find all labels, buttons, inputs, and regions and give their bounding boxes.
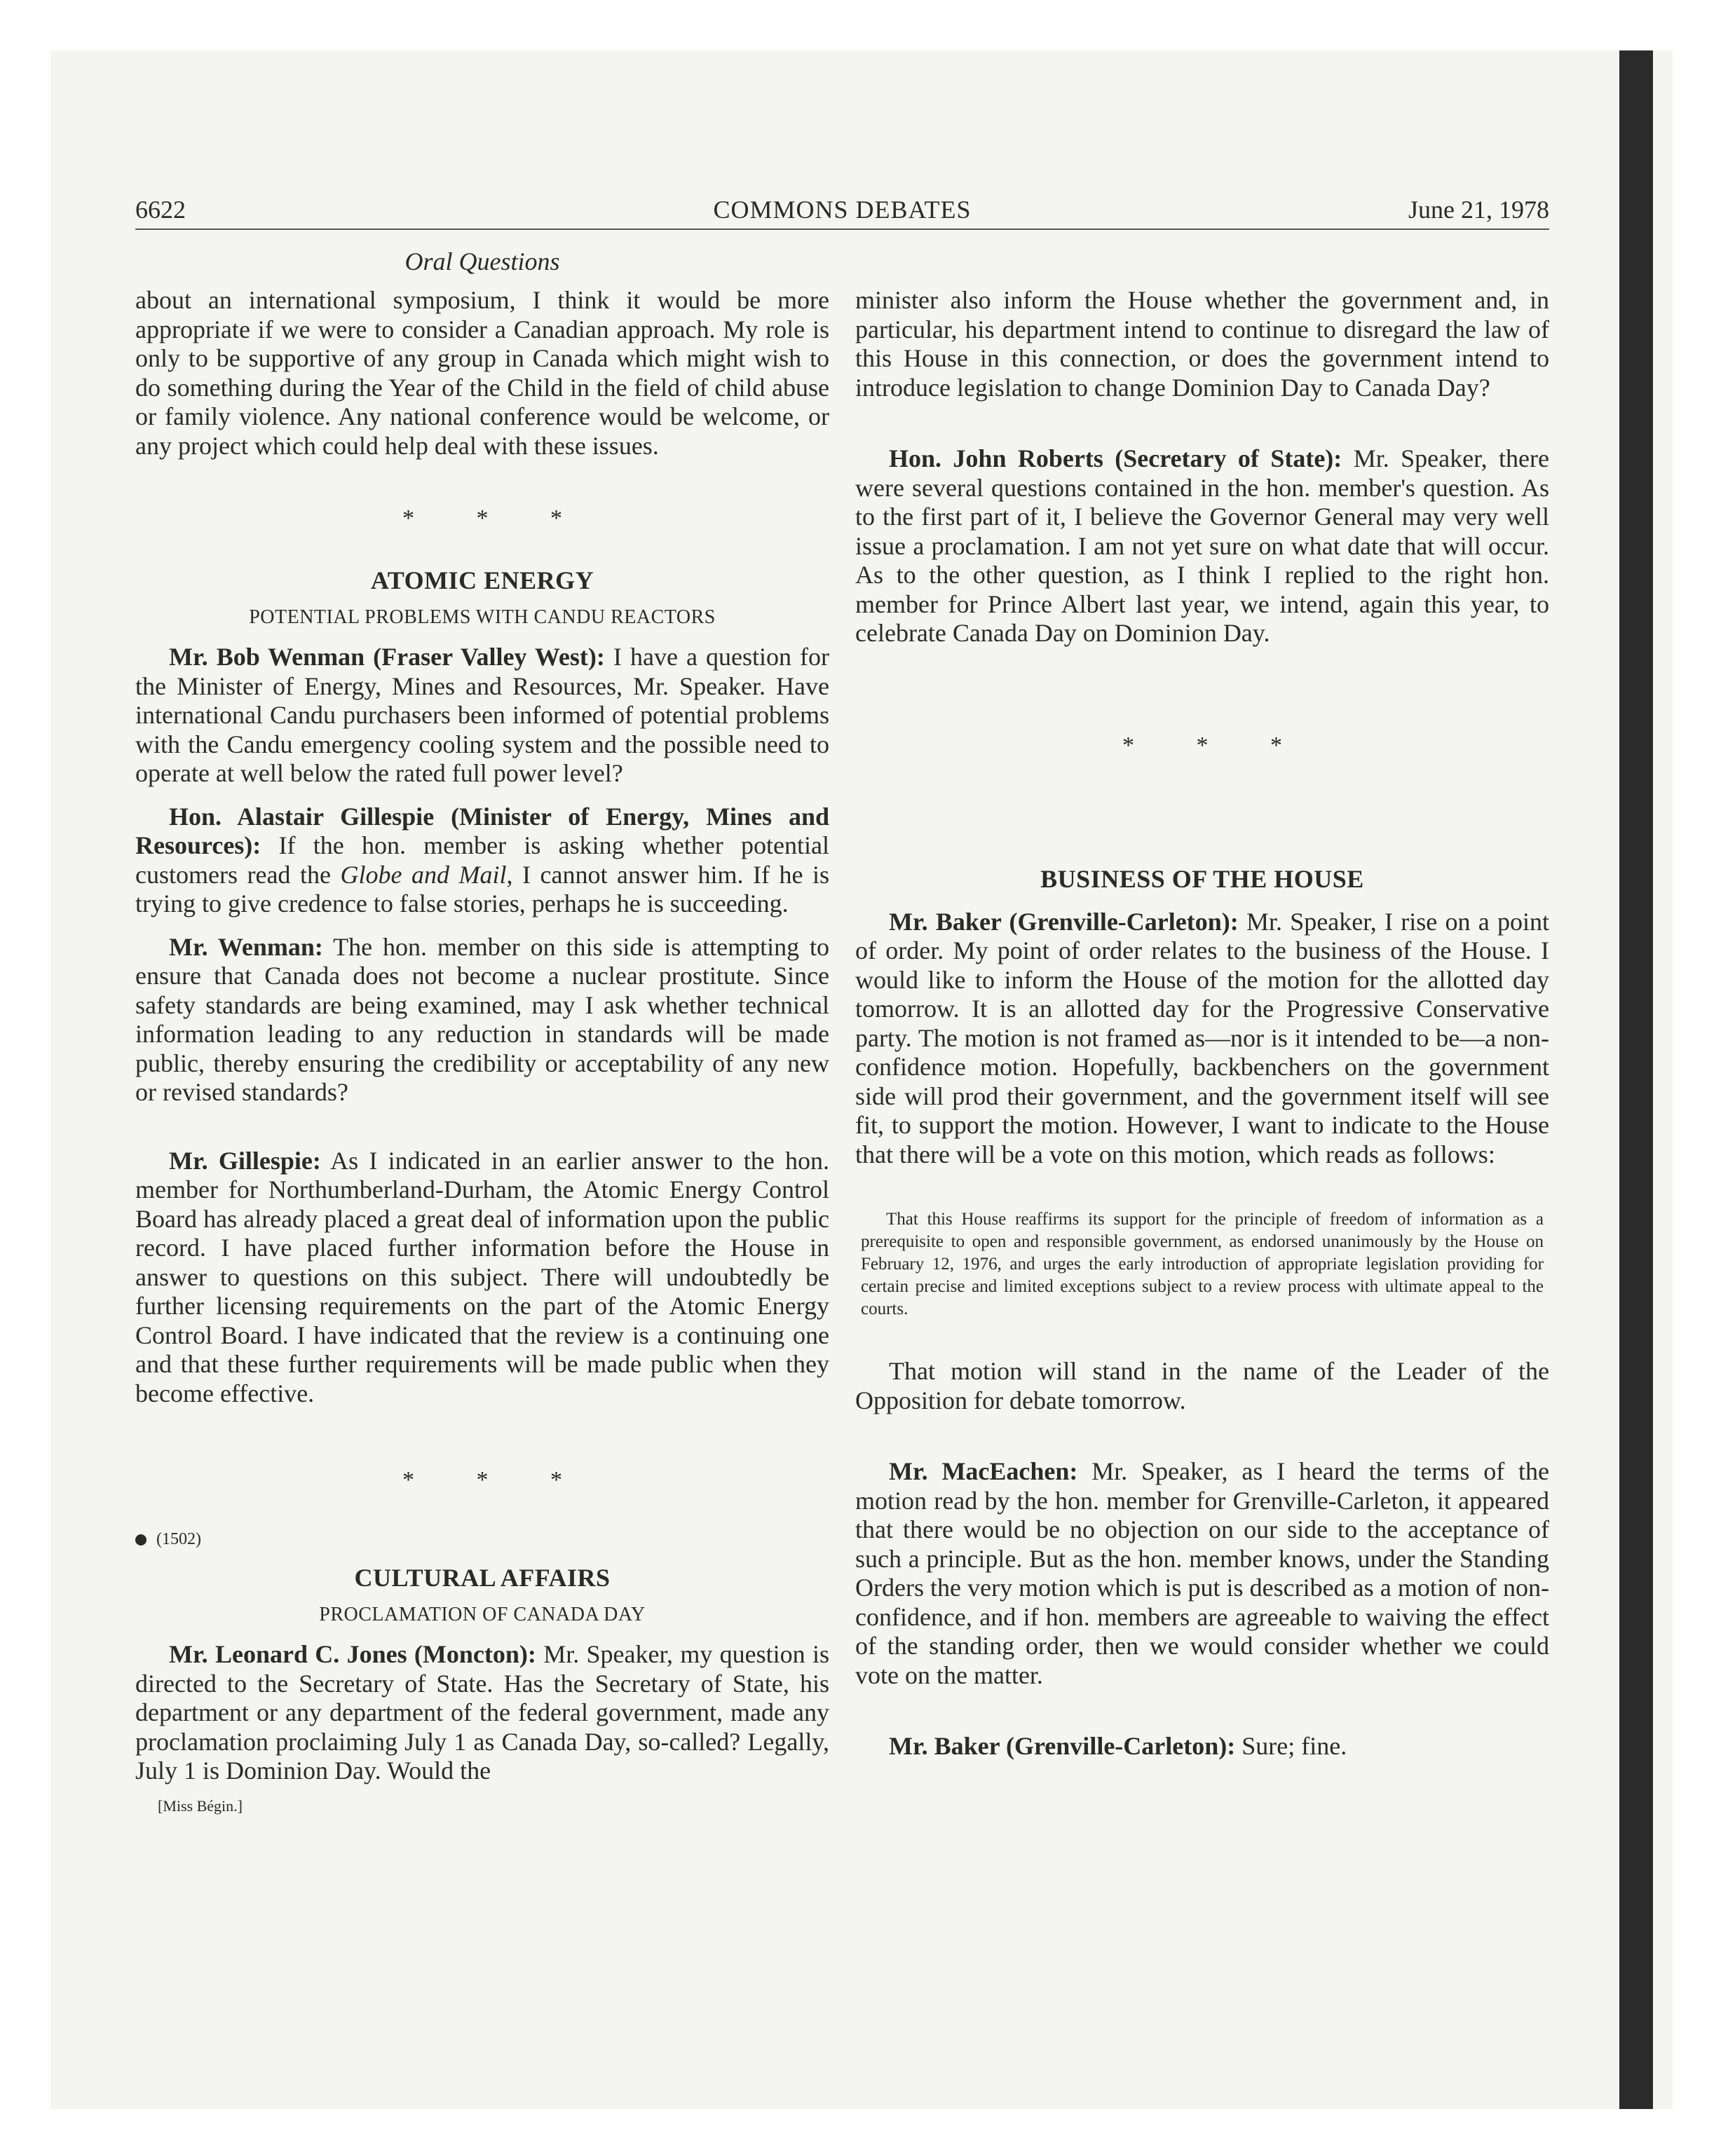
speaker-name: Mr. MacEachen:: [889, 1457, 1078, 1485]
timestamp: (1502): [156, 1530, 201, 1548]
subsection-heading: POTENTIAL PROBLEMS WITH CANDU REACTORS: [249, 606, 716, 628]
speech-text: The hon. member on this side is attempting to ensure that Canada does not become a nuclear prostitute. Since safety standards are being examined, may I ask whether technical information leading to any reduction in standards will be made public, thereby ensuring the credibility or acceptability of any new or revised standards?: [135, 932, 829, 1106]
paragraph: [855, 1457, 1549, 1690]
running-title: Oral Questions: [404, 247, 560, 275]
issue-date: June 21, 1978: [1408, 196, 1549, 224]
section-heading: BUSINESS OF THE HOUSE: [1040, 864, 1364, 893]
speaker-name: Hon. John Roberts (Secretary of State):: [889, 444, 1342, 472]
page-number: 6622: [135, 196, 186, 224]
right-column: [855, 286, 1549, 1761]
paragraph: [135, 1640, 829, 1786]
paragraph: [135, 933, 829, 1107]
paragraph: [135, 643, 829, 789]
paragraph: [855, 444, 1549, 648]
left-column: [135, 286, 829, 1815]
paragraph: [855, 908, 1549, 1170]
paragraph: [135, 803, 829, 919]
newspaper-title: Globe and Mail: [340, 860, 507, 889]
speaker-name: Mr. Baker (Grenville-Carleton):: [889, 907, 1239, 936]
speaker-name: Mr. Baker (Grenville-Carleton):: [889, 1732, 1236, 1760]
page-header: [135, 195, 1549, 230]
scan-edge: [1619, 50, 1653, 2109]
speaker-name: Mr. Wenman:: [169, 932, 323, 961]
speech-text: Sure; fine.: [1235, 1732, 1347, 1760]
speech-text: As I indicated in an earlier answer to the hon. member for Northumberland-Durham, the Atomic Energy Control Board has already placed a great deal of information upon the public record. I have placed further information before the House in answer to questions on this subject. There will undoubtedly be further licensing requirements on the part of the Atomic Energy Control Board. I have indicated that the review is a continuing one and that these further requirements will be made public when they become effective.: [135, 1146, 829, 1407]
speech-text: If the hon. member is asking whether potential customers read the: [135, 831, 829, 889]
section-separator: * * *: [1122, 732, 1310, 758]
speech-text: Mr. Speaker, I rise on a point of order. My point of order relates to the business of the House. I would like to inform the House of the motion for the allotted day tomorrow. It is an allotted day for the Progressive Conservative party. The motion is not framed as—nor is it intended to be—a non-confidence motion. Hopefully, backbenchers on the government side will prod their government, and the government itself will see fit, to support the motion. However, I want to indicate to the House that there will be a vote on this motion, which reads as follows:: [855, 907, 1550, 1168]
section-separator: * * *: [402, 505, 590, 531]
paragraph: about an international symposium, I think it would be more appropriate if we were to consider a Canadian approach. My role is only to be supportive of any group in Canada which might wish to do something during the Year of the Child in the field of child abuse or family violence. Any national conference would be welcome, or any project which could help deal with these issues.: [135, 286, 829, 460]
speech-text: I have a question for the Minister of Energy, Mines and Resources, Mr. Speaker. Have international Candu purchasers been informed of potential problems with the Candu emergency cooling system and the possible need to operate at well below the rated full power level?: [135, 643, 829, 787]
paragraph: That motion will stand in the name of the Leader of the Opposition for debate tomorrow.: [855, 1357, 1549, 1414]
time-marker: [135, 1530, 829, 1549]
paragraph: [135, 1147, 829, 1409]
speaker-name: Mr. Leonard C. Jones (Moncton):: [169, 1640, 536, 1668]
bullet-icon: [135, 1534, 147, 1546]
section-separator: * * *: [402, 1467, 590, 1493]
speaker-name: Mr. Gillespie:: [169, 1146, 321, 1175]
speech-text: Mr. Speaker, as I heard the terms of the motion read by the hon. member for Grenville-Carleton, it appeared that there would be no objection on our side to the acceptance of such a principle. But as the hon. member knows, under the Standing Orders the very motion which is put is described as a motion of non-confidence, and if hon. members are agreeable to waiving the effect of the standing order, then we would consider whether we could vote on the matter.: [855, 1457, 1550, 1689]
paragraph: [855, 1732, 1549, 1761]
speech-text: , I cannot answer him. If he is trying to give credence to false stories, perhaps he is succeeding.: [135, 860, 829, 917]
section-heading: ATOMIC ENERGY: [370, 566, 594, 594]
speech-text: Mr. Speaker, my question is directed to the Secretary of State. Has the Secretary of State, his department or any department of the federal government, made any proclamation proclaiming July 1 as Canada Day, so-called? Legally, July 1 is Dominion Day. Would the: [135, 1640, 829, 1785]
footnote: [Miss Bégin.]: [158, 1796, 243, 1815]
journal-title: COMMONS DEBATES: [713, 196, 972, 224]
paragraph: minister also inform the House whether the government and, in particular, his department intend to continue to disregard the law of this House in this connection, or does the government intend to introduce legislation to change Dominion Day to Canada Day?: [855, 286, 1549, 402]
subsection-heading: PROCLAMATION OF CANADA DAY: [319, 1604, 646, 1625]
section-heading: CULTURAL AFFAIRS: [354, 1564, 611, 1592]
speaker-name: Mr. Bob Wenman (Fraser Valley West):: [169, 643, 605, 671]
speech-text: Mr. Speaker, there were several questions contained in the hon. member's question. As to the first part of it, I believe the Governor General may very well issue a proclamation. I am not yet sure on what date that will occur. As to the other question, as I think I replied to the right hon. member for Prince Albert last year, we intend, again this year, to celebrate Canada Day on Dominion Day.: [855, 444, 1549, 647]
speaker-name: Hon. Alastair Gillespie (Minister of Energy, Mines and Resources):: [135, 802, 829, 859]
motion-quote: That this House reaffirms its support for the principle of freedom of information as a prerequisite to open and responsible government, as endorsed unanimously by the House on February 12, 1976, and urges the early introduction of appropriate legislation providing for certain precise and limited exceptions subject to a review process with ultimate appeal to the courts.: [861, 1210, 1544, 1318]
header-rule: [135, 228, 1549, 230]
